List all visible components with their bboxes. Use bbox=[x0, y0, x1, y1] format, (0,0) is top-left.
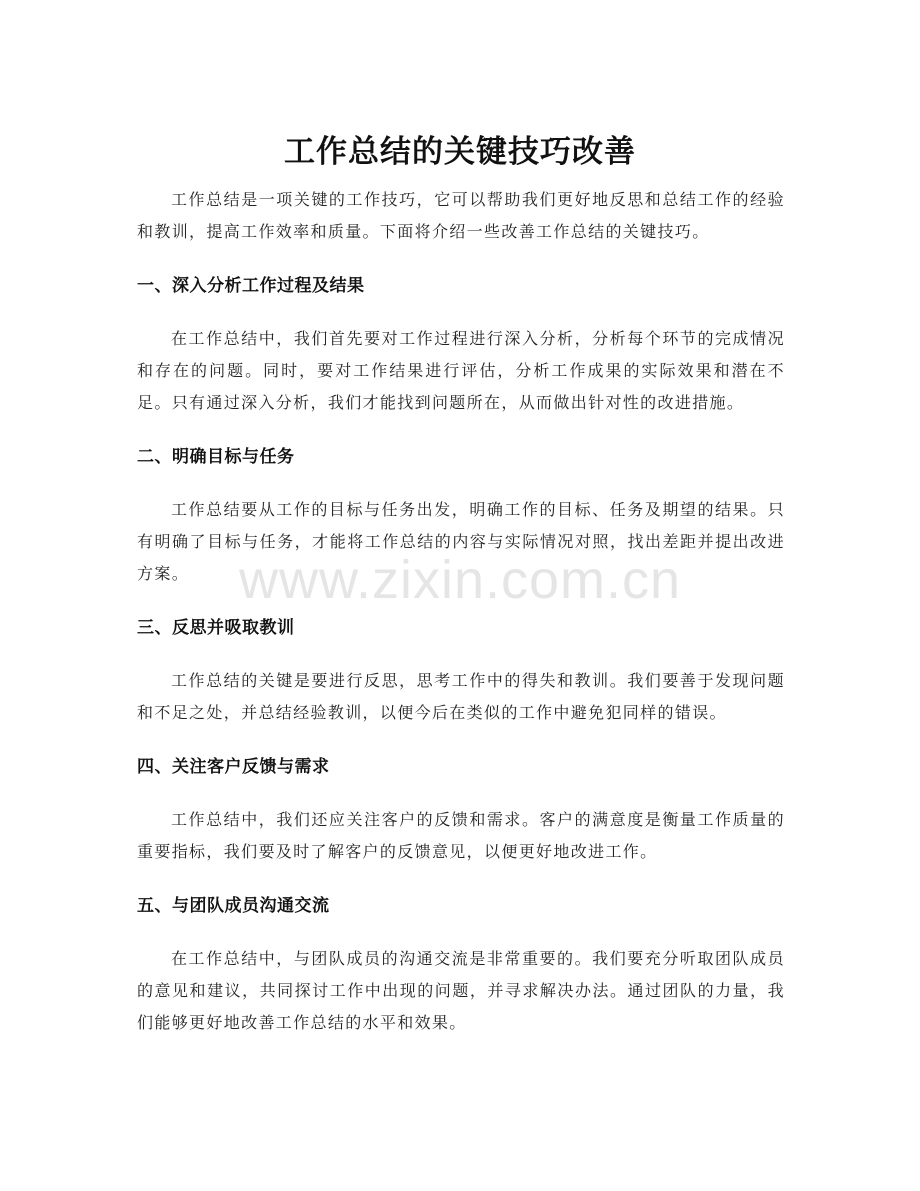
section-heading: 二、明确目标与任务 bbox=[137, 447, 295, 467]
document-title: 工作总结的关键技巧改善 bbox=[284, 133, 636, 170]
section-paragraph: 在工作总结中，我们首先要对工作过程进行深入分析，分析每个环节的完成情况和存在的问题。同时，要对工作结果进行评估，分析工作成果的实际效果和潜在不足。只有通过深入分析，我们才能找到问题所在，从而做出针对性的改进措施。 bbox=[137, 329, 785, 412]
section-paragraph: 在工作总结中，与团队成员的沟通交流是非常重要的。我们要充分听取团队成员的意见和建议，共同探讨工作中出现的问题，并寻求解决办法。通过团队的力量，我们能够更好地改善工作总结的水平和效果。 bbox=[137, 949, 785, 1032]
watermark-text: www.zixin.com.cn bbox=[238, 550, 682, 610]
section-heading: 五、与团队成员沟通交流 bbox=[137, 896, 330, 916]
section-paragraph: 工作总结的关键是要进行反思，思考工作中的得失和教训。我们要善于发现问题和不足之处，并总结经验教训，以便今后在类似的工作中避免犯同样的错误。 bbox=[137, 671, 785, 722]
section-paragraph: 工作总结要从工作的目标与任务出发，明确工作的目标、任务及期望的结果。只有明确了目标与任务，才能将工作总结的内容与实际情况对照，找出差距并提出改进方案。 bbox=[137, 500, 785, 583]
intro-paragraph: 工作总结是一项关键的工作技巧，它可以帮助我们更好地反思和总结工作的经验和教训，提高工作效率和质量。下面将介绍一些改善工作总结的关键技巧。 bbox=[137, 190, 785, 241]
section-paragraph: 工作总结中，我们还应关注客户的反馈和需求。客户的满意度是衡量工作质量的重要指标，我们要及时了解客户的反馈意见，以便更好地改进工作。 bbox=[137, 810, 785, 861]
document-body bbox=[137, 184, 785, 1039]
section-heading: 一、深入分析工作过程及结果 bbox=[137, 276, 365, 296]
section-heading: 三、反思并吸取教训 bbox=[137, 618, 295, 638]
section-heading: 四、关注客户反馈与需求 bbox=[137, 757, 330, 777]
